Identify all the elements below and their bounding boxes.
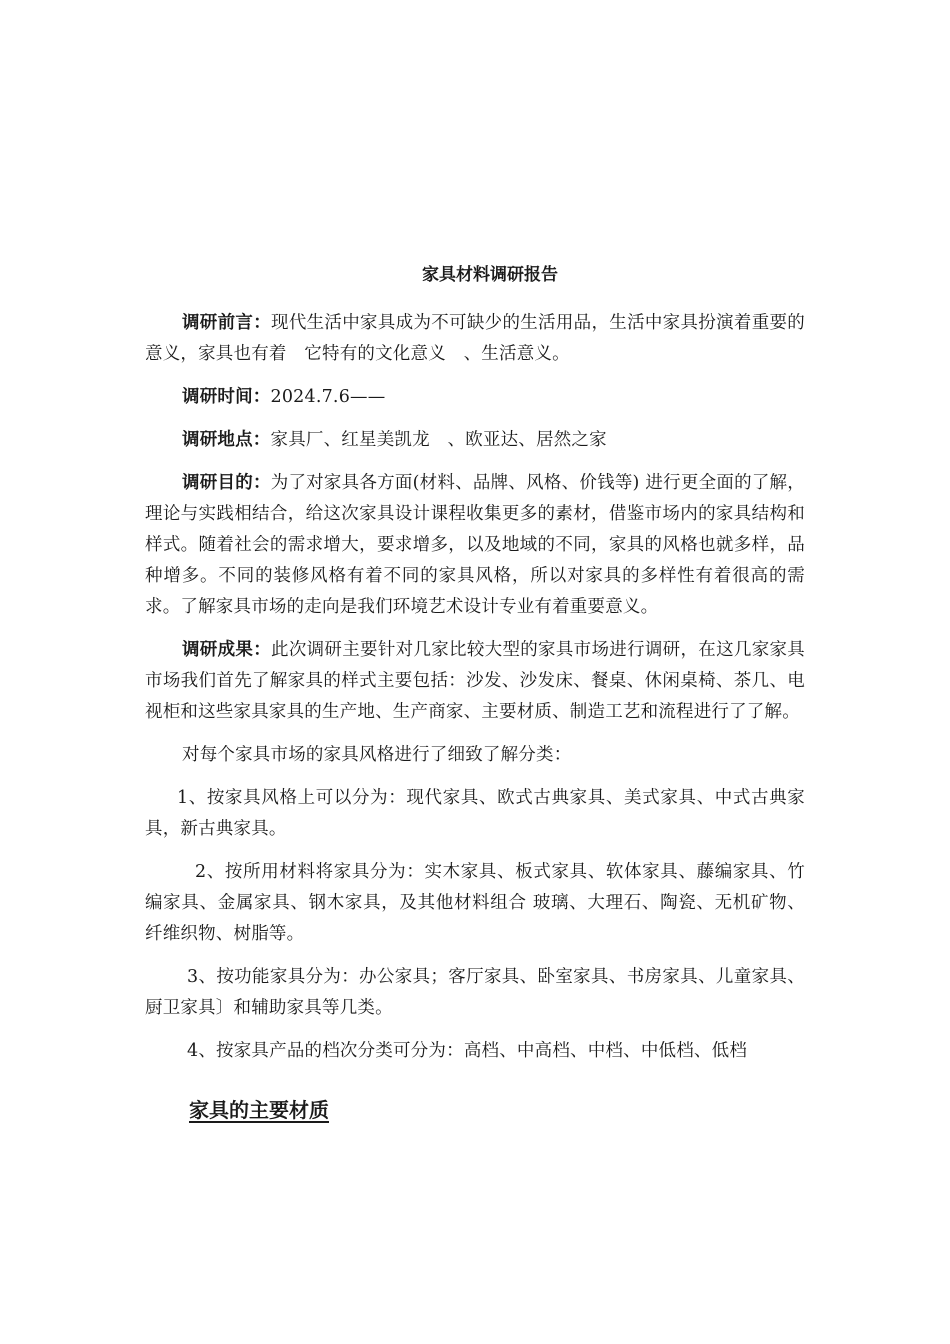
document-page (145, 262, 805, 1125)
classification-item: 3、按功能家具分为：办公家具；客厅家具、卧室家具、书房家具、儿童家具、厨卫家具〕和辅助家具等几类。 (145, 967, 805, 1018)
purpose-text: 为了对家具各方面(材料、品牌、风格、价钱等) 进行更全面的了解，理论与实践相结合，给这次家具设计课程收集更多的素材，借鉴市场内的家具结构和样式。随着社会的需求增大，要求增多，以及地域的不同，家具的风格也就多样，品种增多。不同的装修风格有着不同的家具风格，所以对家具的多样性有着很高的需求。了解家具市场的走向是我们环境艺术设计专业有着重要意义。 (145, 473, 805, 617)
results-label: 调研成果： (182, 640, 272, 660)
location-label: 调研地点： (182, 430, 271, 450)
purpose-label: 调研目的： (182, 473, 271, 493)
classification-item: 2、按所用材料将家具分为：实木家具、板式家具、软体家具、藤编家具、竹编家具、金属家具、钢木家具，及其他材料组合 玻璃、大理石、陶瓷、无机矿物、纤维织物、树脂等。 (145, 862, 805, 944)
results-text: 此次调研主要针对几家比较大型的家具市场进行调研，在这几家家具市场我们首先了解家具的样式主要包括：沙发、沙发床、餐桌、休闲桌椅、茶几、电视柜和这些家具家具的生产地、生产商家、主要材质、制造工艺和流程进行了了解。 (145, 640, 805, 722)
location-text: 家具厂、红星美凯龙 、欧亚达、居然之家 (270, 430, 607, 450)
time-paragraph (145, 382, 805, 413)
preface-text: 现代生活中家具成为不可缺少的生活用品，生活中家具扮演着重要的意义，家具也有着 它特有的文化意义 、生活意义。 (145, 313, 805, 364)
time-label: 调研时间： (182, 387, 271, 407)
preface-paragraph (145, 308, 805, 370)
time-text: 2024.7.6—— (270, 387, 386, 407)
location-paragraph (145, 425, 805, 456)
classification-item: 4、按家具产品的档次分类可分为：高档、中高档、中档、中低档、低档 (187, 1041, 748, 1061)
classification-item: 1、按家具风格上可以分为：现代家具、欧式古典家具、美式家具、中式古典家具，新古典家具。 (145, 788, 805, 839)
classification-intro: 对每个家具市场的家具风格进行了细致了解分类： (182, 745, 572, 765)
purpose-paragraph (145, 468, 805, 623)
results-paragraph (145, 635, 805, 728)
document-title: 家具材料调研报告 (422, 265, 558, 285)
preface-label: 调研前言： (182, 313, 272, 333)
section-heading: 家具的主要材质 (189, 1098, 329, 1122)
